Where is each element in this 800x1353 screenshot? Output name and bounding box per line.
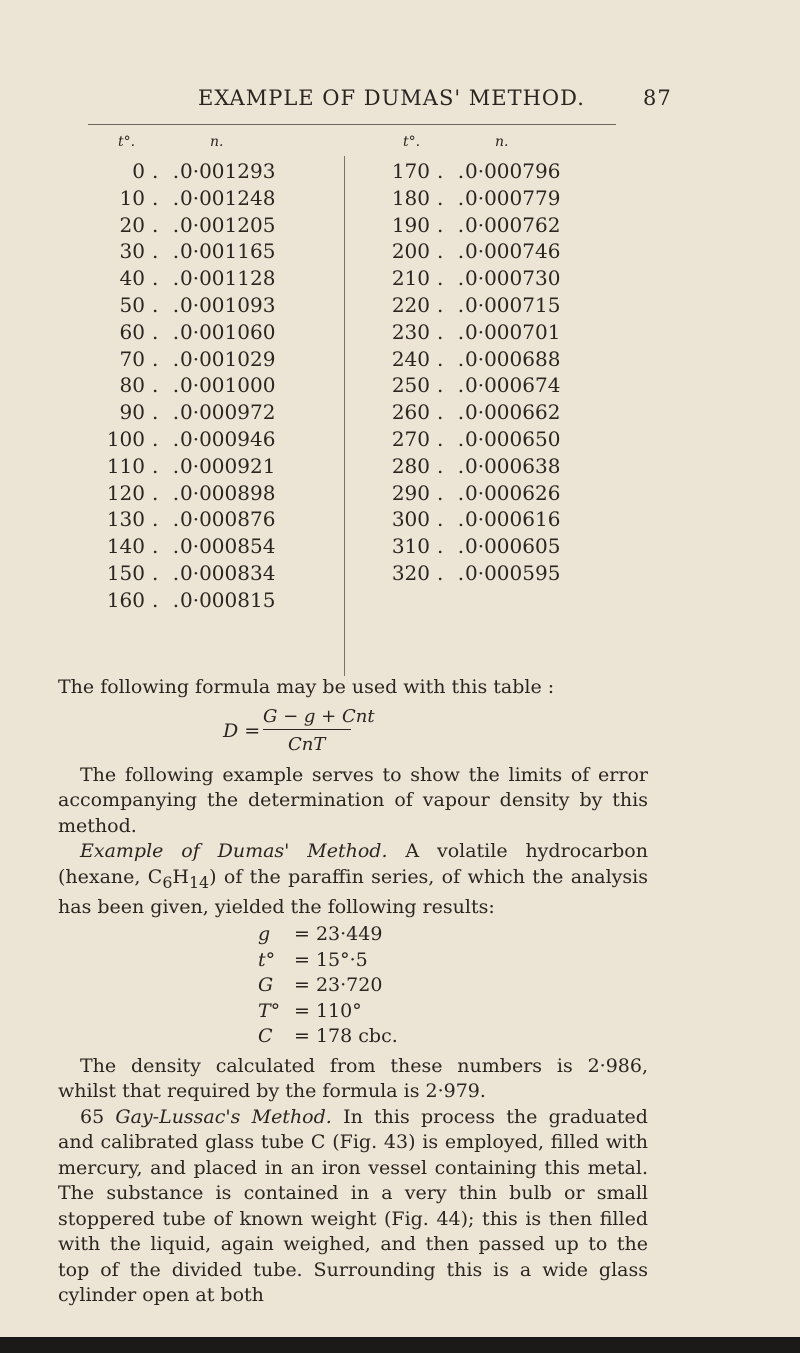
temperature-value: 10 bbox=[119, 185, 145, 210]
temperature-value: 250 bbox=[391, 373, 430, 398]
table-row bbox=[365, 238, 635, 265]
density-value: 0·000834 bbox=[180, 560, 276, 585]
leader-dots: . . bbox=[152, 400, 184, 425]
table-row bbox=[80, 480, 350, 507]
table-row bbox=[365, 453, 635, 480]
density-value: 0·000876 bbox=[180, 507, 276, 532]
table-row bbox=[365, 319, 635, 346]
leader-dots: . . bbox=[152, 534, 184, 559]
table-row bbox=[80, 560, 350, 587]
leader-dots: . . bbox=[152, 239, 184, 264]
temperature-value: 50 bbox=[119, 292, 145, 317]
example-text-c: ) of the paraffin series, of which the analysis has been given, yielded the following results: bbox=[58, 865, 648, 918]
temperature-value: 20 bbox=[119, 212, 145, 237]
leader-dots: . . bbox=[152, 185, 184, 210]
table-row bbox=[365, 533, 635, 560]
paragraph-example bbox=[58, 839, 648, 920]
density-value: 0·001029 bbox=[180, 346, 276, 371]
right-rows bbox=[365, 158, 635, 587]
table-row bbox=[365, 185, 635, 212]
temperature-value: 150 bbox=[106, 560, 145, 585]
result-symbol: g bbox=[258, 923, 271, 946]
result-value: = 15°·5 bbox=[294, 948, 368, 971]
temperature-value: 130 bbox=[106, 507, 145, 532]
table-row bbox=[80, 292, 350, 319]
table-row bbox=[365, 506, 635, 533]
leader-dots: . . bbox=[437, 239, 469, 264]
leader-dots: . . bbox=[437, 534, 469, 559]
result-symbol: G bbox=[258, 974, 274, 997]
result-value: = 23·449 bbox=[294, 923, 383, 946]
density-value: 0·000921 bbox=[180, 453, 276, 478]
results-list bbox=[258, 922, 648, 1050]
table-row bbox=[80, 185, 350, 212]
density-value: 0·000854 bbox=[180, 534, 276, 559]
temperature-value: 290 bbox=[391, 480, 430, 505]
example-title: Example of Dumas' Method. bbox=[80, 840, 388, 862]
table-row bbox=[80, 587, 350, 614]
table-column-left bbox=[80, 128, 350, 614]
leader-dots: . . bbox=[152, 292, 184, 317]
leader-dots: . . bbox=[152, 426, 184, 451]
leader-dots: . . bbox=[152, 212, 184, 237]
result-line bbox=[258, 973, 648, 999]
leader-dots: . . bbox=[437, 159, 469, 183]
leader-dots: . . bbox=[437, 373, 469, 398]
section-title: Gay-Lussac's Method. bbox=[115, 1105, 332, 1128]
column-header-n: n. bbox=[210, 134, 224, 150]
table-row bbox=[365, 212, 635, 239]
running-header bbox=[0, 86, 800, 116]
leader-dots: . . bbox=[152, 373, 184, 398]
leader-dots: . . bbox=[437, 453, 469, 478]
table-row bbox=[80, 506, 350, 533]
density-value: 0·001293 bbox=[180, 159, 276, 183]
temperature-value: 270 bbox=[391, 426, 430, 451]
result-line bbox=[258, 922, 648, 948]
density-value: 0·000595 bbox=[465, 560, 561, 585]
formula-lhs: D = bbox=[223, 719, 261, 742]
temperature-value: 70 bbox=[119, 346, 145, 371]
leader-dots: . . bbox=[152, 480, 184, 505]
density-value: 0·001060 bbox=[180, 319, 276, 344]
density-value: 0·000946 bbox=[180, 426, 276, 451]
table-row bbox=[80, 212, 350, 239]
result-line bbox=[258, 999, 648, 1025]
temperature-value: 220 bbox=[391, 292, 430, 317]
density-value: 0·000662 bbox=[465, 400, 561, 425]
temperature-value: 180 bbox=[391, 185, 430, 210]
result-symbol: C bbox=[258, 1025, 273, 1048]
table-row bbox=[80, 265, 350, 292]
temperature-value: 120 bbox=[106, 480, 145, 505]
temperature-value: 320 bbox=[391, 560, 430, 585]
density-value: 0·000626 bbox=[465, 480, 561, 505]
temperature-value: 110 bbox=[106, 453, 145, 478]
density-value: 0·001248 bbox=[180, 185, 276, 210]
running-title: EXAMPLE OF DUMAS' METHOD. bbox=[198, 86, 585, 110]
subscript-carbon: 6 bbox=[162, 872, 173, 892]
column-divider bbox=[344, 156, 345, 676]
result-value: = 110° bbox=[294, 999, 362, 1022]
column-header bbox=[80, 128, 350, 158]
leader-dots: . . bbox=[437, 426, 469, 451]
density-value: 0·001000 bbox=[180, 373, 276, 398]
density-value: 0·000762 bbox=[465, 212, 561, 237]
density-value: 0·000815 bbox=[180, 587, 276, 612]
density-value: 0·000972 bbox=[180, 400, 276, 425]
result-symbol: t° bbox=[258, 948, 276, 971]
temperature-value: 100 bbox=[106, 426, 145, 451]
table-row bbox=[365, 560, 635, 587]
density-value: 0·001128 bbox=[180, 266, 276, 291]
density-table bbox=[80, 128, 640, 668]
result-value: = 23·720 bbox=[294, 974, 383, 997]
leader-dots: . . bbox=[437, 560, 469, 585]
table-row bbox=[80, 453, 350, 480]
scan-edge-bar bbox=[0, 1337, 800, 1353]
column-header-t: t°. bbox=[403, 134, 421, 150]
leader-dots: . . bbox=[437, 212, 469, 237]
table-row bbox=[80, 238, 350, 265]
page-number: 87 bbox=[643, 86, 672, 110]
table-row bbox=[80, 426, 350, 453]
temperature-value: 90 bbox=[119, 400, 145, 425]
column-header bbox=[365, 128, 635, 158]
table-row bbox=[80, 399, 350, 426]
leader-dots: . . bbox=[152, 587, 184, 612]
leader-dots: . . bbox=[437, 400, 469, 425]
body-text bbox=[58, 675, 648, 1309]
leader-dots: . . bbox=[437, 266, 469, 291]
column-header-t: t°. bbox=[118, 134, 136, 150]
left-rows bbox=[80, 158, 350, 614]
table-row bbox=[80, 372, 350, 399]
table-row bbox=[80, 158, 350, 185]
example-text-b: H bbox=[172, 865, 189, 888]
temperature-value: 310 bbox=[391, 534, 430, 559]
density-value: 0·000674 bbox=[465, 373, 561, 398]
density-value: 0·000701 bbox=[465, 319, 561, 344]
leader-dots: . . bbox=[437, 319, 469, 344]
density-value: 0·000715 bbox=[465, 292, 561, 317]
temperature-value: 210 bbox=[391, 266, 430, 291]
section-number: 65 bbox=[80, 1105, 105, 1128]
table-column-right bbox=[365, 128, 635, 587]
density-value: 0·000616 bbox=[465, 507, 561, 532]
temperature-value: 190 bbox=[391, 212, 430, 237]
temperature-value: 200 bbox=[391, 239, 430, 264]
subscript-hydrogen: 14 bbox=[188, 872, 210, 892]
leader-dots: . . bbox=[152, 560, 184, 585]
formula bbox=[58, 701, 648, 763]
density-value: 0·000796 bbox=[465, 159, 561, 183]
density-value: 0·001165 bbox=[180, 239, 276, 264]
table-row bbox=[365, 346, 635, 373]
leader-dots: . . bbox=[437, 480, 469, 505]
table-row bbox=[365, 265, 635, 292]
temperature-value: 40 bbox=[119, 266, 145, 291]
table-row bbox=[365, 158, 635, 185]
density-value: 0·000650 bbox=[465, 426, 561, 451]
result-line bbox=[258, 1024, 648, 1050]
table-row bbox=[365, 292, 635, 319]
paragraph-example-intro: The following example serves to show the limits of error accompanying the determination of vapour density by this method. bbox=[58, 763, 648, 837]
header-rule bbox=[88, 124, 616, 125]
table-row bbox=[365, 372, 635, 399]
leader-dots: . . bbox=[152, 266, 184, 291]
table-row bbox=[80, 533, 350, 560]
result-line bbox=[258, 948, 648, 974]
density-value: 0·000638 bbox=[465, 453, 561, 478]
temperature-value: 160 bbox=[106, 587, 145, 612]
density-value: 0·001205 bbox=[180, 212, 276, 237]
table-row bbox=[80, 346, 350, 373]
density-value: 0·000730 bbox=[465, 266, 561, 291]
leader-dots: . . bbox=[437, 346, 469, 371]
density-value: 0·001093 bbox=[180, 292, 276, 317]
result-symbol: T° bbox=[258, 999, 281, 1022]
leader-dots: . . bbox=[437, 185, 469, 210]
density-value: 0·000746 bbox=[465, 239, 561, 264]
temperature-value: 300 bbox=[391, 507, 430, 532]
temperature-value: 80 bbox=[119, 373, 145, 398]
formula-intro: The following formula may be used with this table : bbox=[58, 676, 555, 698]
temperature-value: 240 bbox=[391, 346, 430, 371]
table-row bbox=[365, 480, 635, 507]
result-value: = 178 cbc. bbox=[294, 1025, 398, 1048]
leader-dots: . . bbox=[152, 319, 184, 344]
formula-numerator: G − g + Cnt bbox=[263, 705, 375, 727]
leader-dots: . . bbox=[152, 346, 184, 371]
temperature-value: 60 bbox=[119, 319, 145, 344]
table-row bbox=[80, 319, 350, 346]
table-row bbox=[365, 426, 635, 453]
formula-denominator: CnT bbox=[288, 733, 326, 755]
leader-dots: . . bbox=[437, 507, 469, 532]
fraction-bar bbox=[263, 729, 351, 730]
temperature-value: 0 bbox=[132, 159, 145, 183]
density-value: 0·000605 bbox=[465, 534, 561, 559]
column-header-n: n. bbox=[495, 134, 509, 150]
density-value: 0·000779 bbox=[465, 185, 561, 210]
leader-dots: . . bbox=[152, 453, 184, 478]
temperature-value: 260 bbox=[391, 400, 430, 425]
leader-dots: . . bbox=[152, 507, 184, 532]
density-value: 0·000898 bbox=[180, 480, 276, 505]
temperature-value: 30 bbox=[119, 239, 145, 264]
leader-dots: . . bbox=[152, 159, 184, 183]
gay-lussac-text: In this process the graduated and calibrated glass tube C (Fig. 43) is employed, filled with mercury, and placed in an iron vessel containing this metal. The substance is contained in a very thin bulb or small stoppered tube of known weight (Fig. 44); this is then filled with the liquid, again weighed, and then passed up to the top of the divided tube. Surrounding this is a wide glass cylinder open at both bbox=[58, 1105, 648, 1307]
table-row bbox=[365, 399, 635, 426]
temperature-value: 230 bbox=[391, 319, 430, 344]
density-value: 0·000688 bbox=[465, 346, 561, 371]
paragraph-gay-lussac bbox=[58, 1105, 648, 1309]
temperature-value: 170 bbox=[391, 159, 430, 183]
paragraph-density: The density calculated from these numbers is 2·986, whilst that required by the formula is 2·979. bbox=[58, 1054, 648, 1103]
temperature-value: 280 bbox=[391, 453, 430, 478]
example-text-a: A volatile hydrocarbon (hexane, C bbox=[58, 840, 648, 888]
leader-dots: . . bbox=[437, 292, 469, 317]
temperature-value: 140 bbox=[106, 534, 145, 559]
